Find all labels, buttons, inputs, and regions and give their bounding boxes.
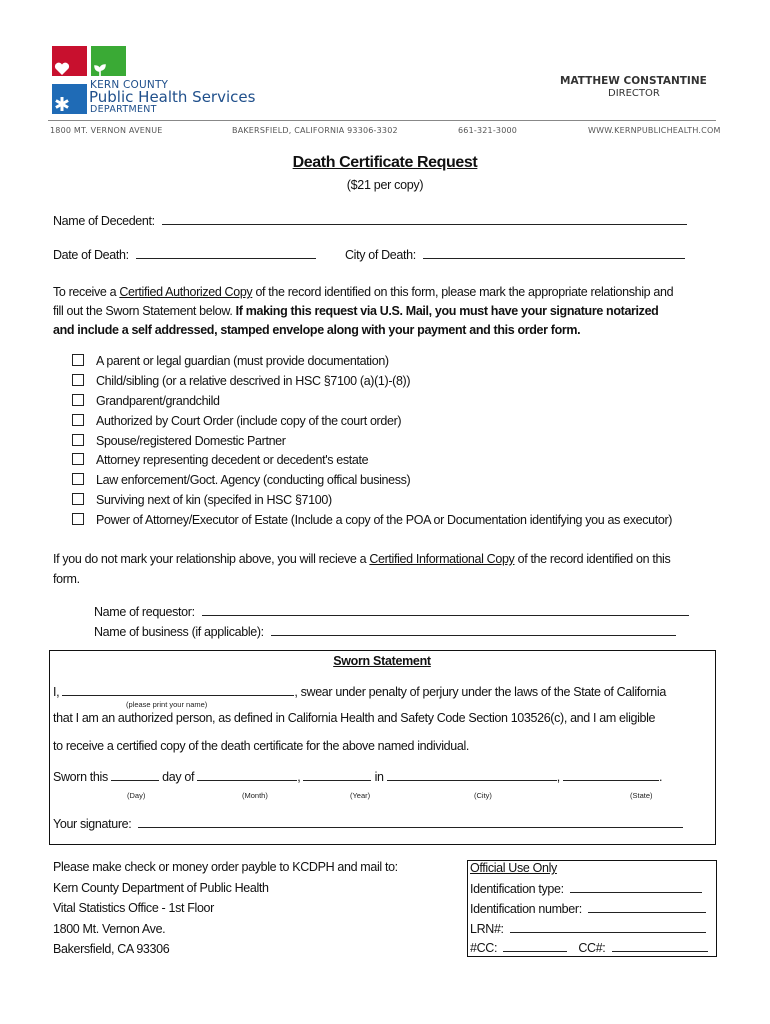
header-address: 1800 MT. VERNON AVENUE <box>50 126 163 135</box>
signature-label: Your signature: <box>53 817 132 831</box>
cc2-label: CC#: <box>578 941 606 955</box>
note-text-b: of the record identified on this <box>514 552 671 566</box>
org-line1: KERN COUNTY <box>90 79 169 91</box>
id-type-field[interactable] <box>570 880 702 893</box>
id-type-label: Identification type: <box>470 882 564 896</box>
checkbox[interactable] <box>72 453 84 465</box>
informational-note-line1 <box>53 552 670 566</box>
lrn-row <box>470 920 706 936</box>
org-line2: Public Health Services <box>89 88 256 106</box>
director-title: DIRECTOR <box>608 88 660 99</box>
sworn-line3: to receive a certified copy of the death certificate for the above named individual. <box>53 739 469 753</box>
relationship-label: Grandparent/grandchild <box>96 393 220 408</box>
requestor-row <box>94 603 689 619</box>
date-of-death-field[interactable] <box>136 246 316 259</box>
mail-line2: Kern County Department of Public Health <box>53 880 269 895</box>
form-title: Death Certificate Request <box>292 154 478 171</box>
intro-line2 <box>53 304 658 318</box>
business-row <box>94 623 676 639</box>
checkbox[interactable] <box>72 493 84 505</box>
day-of-label: day of <box>162 770 195 784</box>
day-caption: (Day) <box>127 791 146 800</box>
header-divider <box>48 120 716 121</box>
relationship-checklist <box>72 354 672 533</box>
decedent-row <box>53 212 687 228</box>
city-of-death-label: City of Death: <box>345 248 416 262</box>
sworn-swear-text: , swear under penalty of perjury under the laws of the State of California <box>294 685 666 699</box>
intro-line3 <box>53 323 580 337</box>
cc-field[interactable] <box>503 939 567 952</box>
sworn-day-field[interactable] <box>111 768 159 781</box>
mailing-instructions <box>53 860 398 963</box>
relationship-item[interactable] <box>72 453 672 473</box>
decedent-label: Name of Decedent: <box>53 214 155 228</box>
relationship-label: Attorney representing decedent or decedent's estate <box>96 453 369 468</box>
sworn-statement-box <box>49 650 716 845</box>
cc2-field[interactable] <box>612 939 708 952</box>
month-caption: (Month) <box>242 791 268 800</box>
relationship-label: A parent or legal guardian (must provide documentation) <box>96 354 389 368</box>
cc-label: #CC: <box>470 941 498 955</box>
print-name-caption: (please print your name) <box>126 700 208 709</box>
relationship-label: Spouse/registered Domestic Partner <box>96 433 286 448</box>
official-use-title: Official Use Only <box>470 861 557 875</box>
sworn-month-field[interactable] <box>197 768 297 781</box>
mail-line5: Bakersfield, CA 93306 <box>53 942 170 956</box>
director-name: MATTHEW CONSTANTINE <box>560 75 707 87</box>
mail-envelope-notice: and include a self addressed, stamped envelope along with your payment and this order form. <box>53 323 581 337</box>
relationship-item[interactable] <box>72 473 672 493</box>
sworn-line1 <box>53 683 666 699</box>
intro-text-b: of the record identified on this form, please mark the appropriate relationship and <box>252 285 674 299</box>
id-number-label: Identification number: <box>470 902 582 916</box>
intro-text-a: To receive a <box>53 285 120 299</box>
star-of-life-icon <box>54 96 70 112</box>
mail-line4: 1800 Mt. Vernon Ave. <box>53 921 166 936</box>
header-city: BAKERSFIELD, CALIFORNIA 93306-3302 <box>232 126 398 135</box>
note-text-a: If you do not mark your relationship above, you will recieve a <box>53 552 370 566</box>
date-of-death-row <box>53 246 316 262</box>
relationship-item[interactable] <box>72 414 672 434</box>
sworn-statement-title: Sworn Statement <box>333 654 431 668</box>
heart-icon <box>54 62 70 76</box>
mail-line1: Please make check or money order payble to KCDPH and mail to: <box>53 860 398 874</box>
state-caption: (State) <box>630 791 653 800</box>
sworn-year-field[interactable] <box>303 768 371 781</box>
requestor-name-field[interactable] <box>202 603 689 616</box>
sworn-date-row: Sworn this day of , in , . <box>53 770 663 784</box>
official-use-box <box>467 860 717 957</box>
relationship-item[interactable] <box>72 394 672 414</box>
intro-text-c: fill out the Sworn Statement below. <box>53 304 236 318</box>
lrn-label: LRN#: <box>470 922 504 936</box>
id-type-row <box>470 880 702 896</box>
intro-line1 <box>53 285 673 299</box>
informational-note-line2: form. <box>53 572 80 586</box>
form-price: ($21 per copy) <box>346 178 424 192</box>
sworn-city-field[interactable] <box>387 768 557 781</box>
signature-row <box>53 815 683 831</box>
header-website: WWW.KERNPUBLICHEALTH.COM <box>588 126 721 135</box>
relationship-label: Child/sibling (or a relative descrived in HSC §7100 (a)(1)-(8)) <box>96 373 411 388</box>
relationship-label: Power of Attorney/Executor of Estate (Include a copy of the POA or Documentation identifying you as executor) <box>96 513 673 528</box>
cc-row <box>470 939 708 955</box>
checkbox[interactable] <box>72 374 84 386</box>
sworn-state-field[interactable] <box>563 768 659 781</box>
relationship-item[interactable] <box>72 354 672 374</box>
relationship-label: Law enforcement/Goct. Agency (conducting offical business) <box>96 473 411 488</box>
mail-line3: Vital Statistics Office - 1st Floor <box>53 901 214 915</box>
signature-field[interactable] <box>138 815 683 828</box>
relationship-item[interactable] <box>72 434 672 454</box>
org-line3: DEPARTMENT <box>90 104 157 115</box>
certified-informational-copy-term: Certified Informational Copy <box>369 552 515 566</box>
checkbox[interactable] <box>72 513 84 525</box>
relationship-item[interactable] <box>72 493 672 513</box>
header <box>0 0 770 140</box>
relationship-label: Authorized by Court Order (include copy of the court order) <box>96 413 402 428</box>
relationship-item[interactable] <box>72 513 672 533</box>
mail-notarize-notice: If making this request via U.S. Mail, you must have your signature notarized <box>235 304 659 318</box>
business-name-field[interactable] <box>271 623 676 636</box>
plant-icon <box>92 62 108 78</box>
checkbox[interactable] <box>72 434 84 446</box>
city-of-death-field[interactable] <box>423 246 685 259</box>
lrn-field[interactable] <box>510 920 706 933</box>
sworn-this-label: Sworn this <box>53 770 108 784</box>
decedent-name-field[interactable] <box>162 212 687 225</box>
header-phone: 661-321-3000 <box>458 126 518 135</box>
sworn-line2: that I am an authorized person, as defined in California Health and Safety Code Section 103526(c), and I am eligible <box>53 711 656 725</box>
sworn-i-label: I, <box>53 685 60 699</box>
certified-authorized-copy-term: Certified Authorized Copy <box>119 285 253 299</box>
relationship-item[interactable] <box>72 374 672 394</box>
business-label: Name of business (if applicable): <box>94 625 264 639</box>
city-caption: (City) <box>474 791 492 800</box>
checkbox[interactable] <box>72 414 84 426</box>
id-number-row <box>470 900 706 916</box>
sworn-name-field[interactable] <box>62 683 294 696</box>
in-label: in <box>374 770 384 784</box>
checkbox[interactable] <box>72 473 84 485</box>
id-number-field[interactable] <box>588 900 706 913</box>
checkbox[interactable] <box>72 354 84 366</box>
requestor-label: Name of requestor: <box>94 605 195 619</box>
checkbox[interactable] <box>72 394 84 406</box>
city-of-death-row <box>345 246 685 262</box>
relationship-label: Surviving next of kin (specifed in HSC §7100) <box>96 493 332 508</box>
year-caption: (Year) <box>350 791 371 800</box>
date-of-death-label: Date of Death: <box>53 248 129 262</box>
